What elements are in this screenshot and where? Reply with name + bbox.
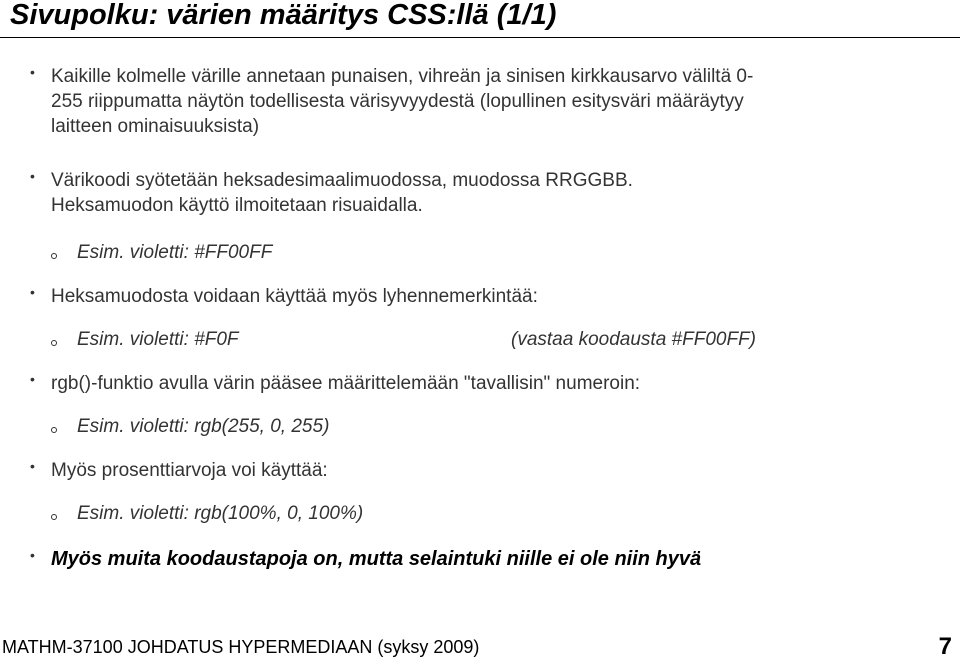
bullet-line: Kaikille kolmelle värille annetaan punaisen, vihreän ja sinisen kirkkausarvo väliltä 0-: [51, 66, 754, 87]
example-item: [77, 414, 329, 439]
example-text: Esim. violetti: rgb(100%, 0, 100%): [77, 503, 364, 524]
footer-course: MATHM-37100 JOHDATUS HYPERMEDIAAN (syksy 2009): [2, 637, 480, 657]
bullet-item: [51, 458, 328, 483]
bullet-marker: •: [30, 458, 35, 474]
sub-bullet-marker: [51, 514, 57, 520]
example-text: Esim. violetti: #FF00FF: [77, 242, 273, 263]
bullet-item: [51, 64, 753, 139]
bullet-marker: •: [30, 168, 35, 184]
bullet-item: [51, 168, 633, 218]
bullet-item: [51, 371, 640, 396]
bullet-marker: •: [30, 284, 35, 300]
bullet-line: Värikoodi syötetään heksadesimaalimuodossa, muodossa RRGGBB.: [51, 170, 633, 191]
bullet-marker: •: [30, 371, 35, 387]
bullet-text: rgb()-funktio avulla värin pääsee määrittelemään "tavallisin" numeroin:: [51, 373, 641, 394]
bullet-marker: •: [30, 547, 35, 563]
example-note: [511, 327, 756, 352]
sub-bullet-marker: [51, 253, 57, 259]
bullet-text: Myös muita koodaustapoja on, mutta selaintuki niille ei ole niin hyvä: [51, 548, 702, 570]
bullet-item: [51, 284, 538, 309]
sub-bullet-marker: [51, 340, 57, 346]
bullet-marker: •: [30, 64, 35, 80]
bullet-line: 255 riippumatta näytön todellisesta värisyvyydestä (lopullinen esitysväri määräytyy: [51, 91, 744, 112]
example-text: Esim. violetti: #F0F: [77, 329, 239, 350]
sub-bullet-marker: [51, 427, 57, 433]
slide-title: Sivupolku: värien määritys CSS:llä (1/1): [10, 0, 557, 31]
bullet-item: [51, 547, 701, 572]
example-item: [77, 240, 272, 265]
example-item: [77, 501, 363, 526]
example-note-text: (vastaa koodausta #FF00FF): [511, 329, 756, 350]
example-item: [77, 327, 239, 352]
title-divider: [0, 37, 960, 38]
bullet-line: Heksamuodon käyttö ilmoitetaan risuaidalla.: [51, 195, 423, 216]
bullet-text: Myös prosenttiarvoja voi käyttää:: [51, 460, 328, 481]
example-text: Esim. violetti: rgb(255, 0, 255): [77, 416, 330, 437]
bullet-text: Heksamuodosta voidaan käyttää myös lyhennemerkintää:: [51, 286, 538, 307]
bullet-line: laitteen ominaisuuksista): [51, 116, 260, 137]
page-number: 7: [938, 633, 952, 660]
